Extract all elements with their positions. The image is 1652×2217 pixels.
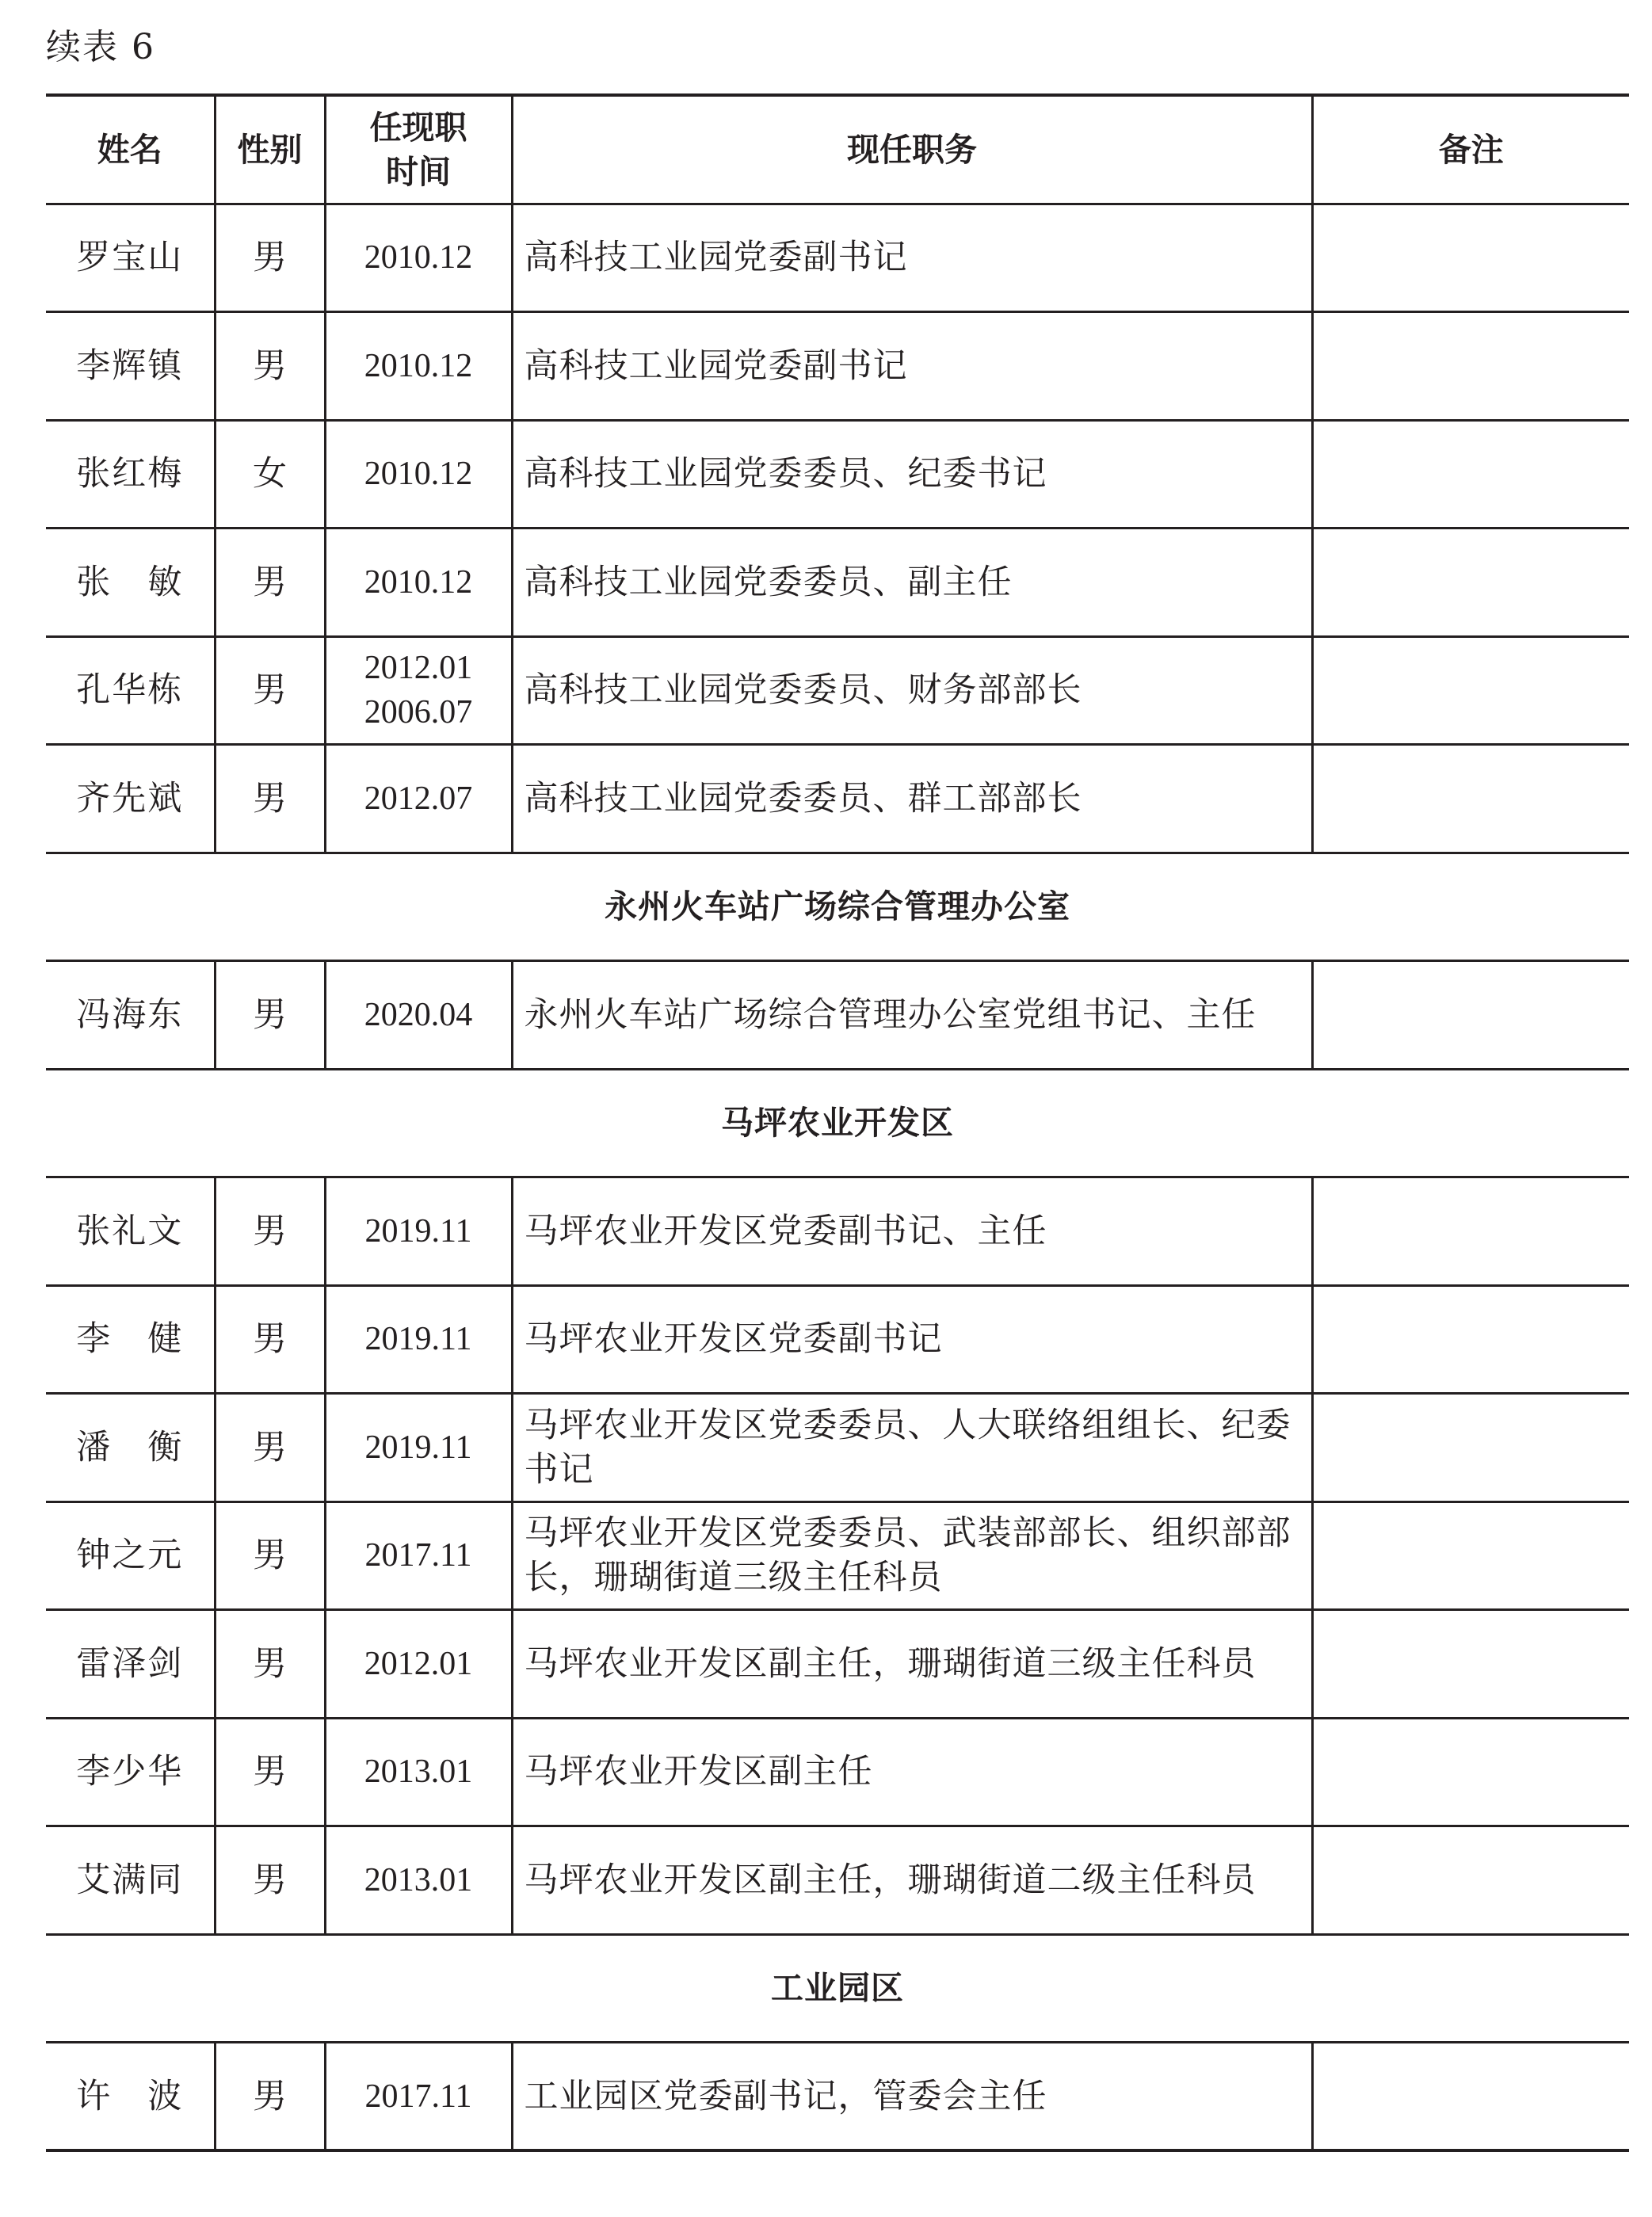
cell-position: 高科技工业园党委委员、副主任 (512, 528, 1312, 637)
cell-name: 罗宝山 (46, 204, 215, 312)
section-title: 工业园区 (46, 1934, 1629, 2043)
header-position: 现任职务 (512, 95, 1312, 204)
cell-date: 2012.07 (325, 745, 512, 853)
section-title: 永州火车站广场综合管理办公室 (46, 853, 1629, 961)
cell-name: 钟之元 (46, 1502, 215, 1610)
table-row (46, 1718, 1629, 1826)
cell-position: 马坪农业开发区党委委员、人大联络组组长、纪委书记 (512, 1394, 1312, 1502)
cell-date-line2: 2006.07 (364, 694, 473, 731)
cell-date: 2013.01 (325, 1826, 512, 1935)
header-date-line1: 任现职 (369, 108, 467, 147)
cell-name: 潘 衡 (46, 1394, 215, 1502)
cell-name: 李辉镇 (46, 312, 215, 421)
cell-note (1312, 636, 1629, 745)
cell-note (1312, 1285, 1629, 1394)
cell-date: 2017.11 (325, 1502, 512, 1610)
cell-date: 2020.04 (325, 961, 512, 1070)
cell-position: 高科技工业园党委委员、财务部部长 (512, 636, 1312, 745)
cell-note (1312, 2043, 1629, 2151)
cell-note (1312, 1177, 1629, 1286)
cell-date: 2019.11 (325, 1177, 512, 1286)
cell-gender: 男 (215, 745, 325, 853)
table-row (46, 1285, 1629, 1394)
table-row (46, 204, 1629, 312)
cell-date: 2019.11 (325, 1285, 512, 1394)
cell-name: 李少华 (46, 1718, 215, 1826)
table-row (46, 1826, 1629, 1935)
header-name: 姓名 (46, 95, 215, 204)
header-gender: 性别 (215, 95, 325, 204)
cell-note (1312, 312, 1629, 421)
cell-name: 许 波 (46, 2043, 215, 2151)
cell-position: 马坪农业开发区副主任 (512, 1718, 1312, 1826)
cell-position: 马坪农业开发区党委副书记 (512, 1285, 1312, 1394)
cell-name: 张 敏 (46, 528, 215, 637)
cell-note (1312, 1394, 1629, 1502)
cell-gender: 男 (215, 1502, 325, 1610)
cell-date: 2012.01 (325, 1610, 512, 1719)
cell-date: 2010.12 (325, 420, 512, 528)
cell-date-line1: 2012.01 (364, 650, 473, 687)
cell-gender: 男 (215, 961, 325, 1070)
table-row (46, 420, 1629, 528)
cell-note (1312, 420, 1629, 528)
section-row (46, 1069, 1629, 1177)
cell-gender: 男 (215, 312, 325, 421)
cell-date: 2013.01 (325, 1718, 512, 1826)
cell-gender: 男 (215, 636, 325, 745)
cell-name: 齐先斌 (46, 745, 215, 853)
cell-name: 冯海东 (46, 961, 215, 1070)
cell-position: 高科技工业园党委委员、纪委书记 (512, 420, 1312, 528)
cell-position: 马坪农业开发区副主任，珊瑚街道三级主任科员 (512, 1610, 1312, 1719)
cell-position: 马坪农业开发区副主任，珊瑚街道二级主任科员 (512, 1826, 1312, 1935)
personnel-table (46, 93, 1629, 2152)
table-row (46, 961, 1629, 1070)
cell-gender: 男 (215, 1610, 325, 1719)
table-row (46, 1610, 1629, 1719)
cell-note (1312, 1502, 1629, 1610)
table-row (46, 745, 1629, 853)
cell-date: 2017.11 (325, 2043, 512, 2151)
table-row (46, 1177, 1629, 1286)
cell-gender: 男 (215, 1826, 325, 1935)
cell-position: 高科技工业园党委委员、群工部部长 (512, 745, 1312, 853)
cell-position: 高科技工业园党委副书记 (512, 312, 1312, 421)
table-row (46, 312, 1629, 421)
header-row (46, 95, 1629, 204)
cell-note (1312, 204, 1629, 312)
cell-note (1312, 1718, 1629, 1826)
cell-note (1312, 1610, 1629, 1719)
cell-name: 艾满同 (46, 1826, 215, 1935)
header-note: 备注 (1312, 95, 1629, 204)
section-title: 马坪农业开发区 (46, 1069, 1629, 1177)
cell-position: 工业园区党委副书记，管委会主任 (512, 2043, 1312, 2151)
cell-gender: 男 (215, 1177, 325, 1286)
cell-position: 永州火车站广场综合管理办公室党组书记、主任 (512, 961, 1312, 1070)
cell-position: 马坪农业开发区党委副书记、主任 (512, 1177, 1312, 1286)
table-row (46, 1394, 1629, 1502)
cell-note (1312, 745, 1629, 853)
header-date (325, 95, 512, 204)
cell-name: 孔华栋 (46, 636, 215, 745)
cell-date (325, 636, 512, 745)
table-row (46, 636, 1629, 745)
cell-note (1312, 1826, 1629, 1935)
cell-name: 李 健 (46, 1285, 215, 1394)
cell-gender: 男 (215, 1718, 325, 1826)
table-row (46, 2043, 1629, 2151)
cell-gender: 女 (215, 420, 325, 528)
cell-date: 2010.12 (325, 312, 512, 421)
table-caption: 续表 6 (46, 27, 155, 67)
cell-gender: 男 (215, 528, 325, 637)
cell-date: 2019.11 (325, 1394, 512, 1502)
cell-gender: 男 (215, 204, 325, 312)
cell-note (1312, 528, 1629, 637)
section-row (46, 853, 1629, 961)
table-row (46, 528, 1629, 637)
cell-date: 2010.12 (325, 528, 512, 637)
cell-gender: 男 (215, 2043, 325, 2151)
cell-gender: 男 (215, 1394, 325, 1502)
cell-name: 张红梅 (46, 420, 215, 528)
cell-gender: 男 (215, 1285, 325, 1394)
cell-position: 马坪农业开发区党委委员、武装部部长、组织部部长，珊瑚街道三级主任科员 (512, 1502, 1312, 1610)
cell-name: 雷泽剑 (46, 1610, 215, 1719)
table-row (46, 1502, 1629, 1610)
cell-note (1312, 961, 1629, 1070)
section-row (46, 1934, 1629, 2043)
cell-name: 张礼文 (46, 1177, 215, 1286)
cell-position: 高科技工业园党委副书记 (512, 204, 1312, 312)
header-date-line2: 时间 (386, 152, 451, 191)
cell-date: 2010.12 (325, 204, 512, 312)
